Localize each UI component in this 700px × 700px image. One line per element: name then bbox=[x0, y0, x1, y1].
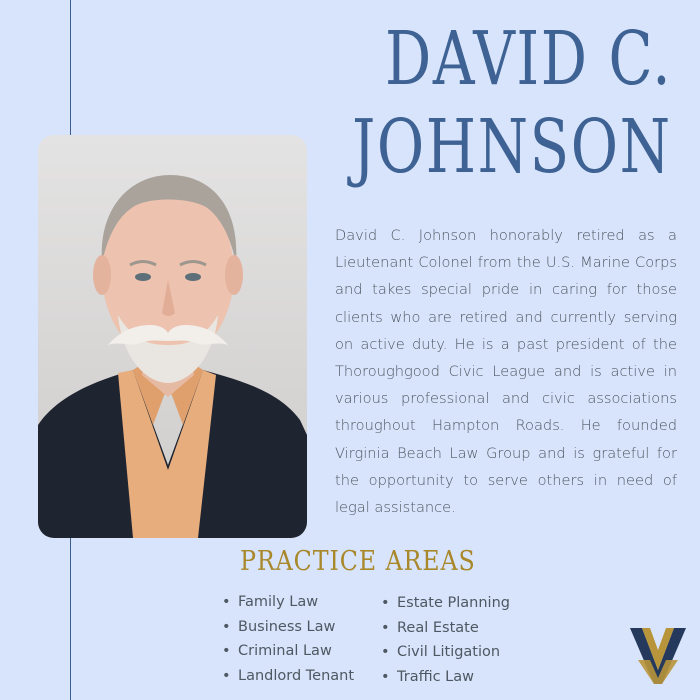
list-item: • Family Law bbox=[222, 590, 354, 615]
list-item: • Estate Planning bbox=[381, 591, 510, 616]
bullet-icon: • bbox=[222, 643, 231, 659]
bullet-icon: • bbox=[381, 595, 390, 611]
practice-areas-column-2 bbox=[381, 591, 510, 689]
list-item: • Real Estate bbox=[381, 616, 510, 641]
list-item: • Civil Litigation bbox=[381, 640, 510, 665]
practice-areas-title: PRACTICE AREAS bbox=[240, 546, 476, 577]
bullet-icon: • bbox=[381, 668, 390, 685]
name-line-2: JOHNSON bbox=[352, 104, 672, 190]
firm-logo-icon bbox=[628, 626, 688, 691]
list-item: • Criminal Law bbox=[222, 639, 354, 664]
name-line-1: DAVID C. bbox=[384, 16, 672, 102]
list-item: • Landlord Tenant bbox=[222, 664, 354, 689]
portrait-photo bbox=[38, 135, 307, 538]
biography-text: David C. Johnson honorably retired as a Lieutenant Colonel from the U.S. Marine Corps and takes special pride in caring for those clients who are retired and currently serving on active duty. He is a past president of the Thoroughgood Civic League and is active in various professional and civic associations throughout Hampton Roads. He founded Virginia Beach Law Group and is grateful for the opportunity to serve others in need of legal assistance. bbox=[335, 227, 677, 517]
bullet-icon: • bbox=[381, 644, 390, 660]
bullet-icon: • bbox=[222, 594, 231, 610]
portrait-illustration bbox=[38, 135, 307, 538]
bullet-icon: • bbox=[222, 667, 231, 684]
bullet-icon: • bbox=[381, 619, 390, 636]
practice-areas-column-1 bbox=[222, 590, 354, 688]
list-item: • Business Law bbox=[222, 615, 354, 640]
list-item: • Traffic Law bbox=[381, 665, 510, 690]
bullet-icon: • bbox=[222, 618, 231, 635]
